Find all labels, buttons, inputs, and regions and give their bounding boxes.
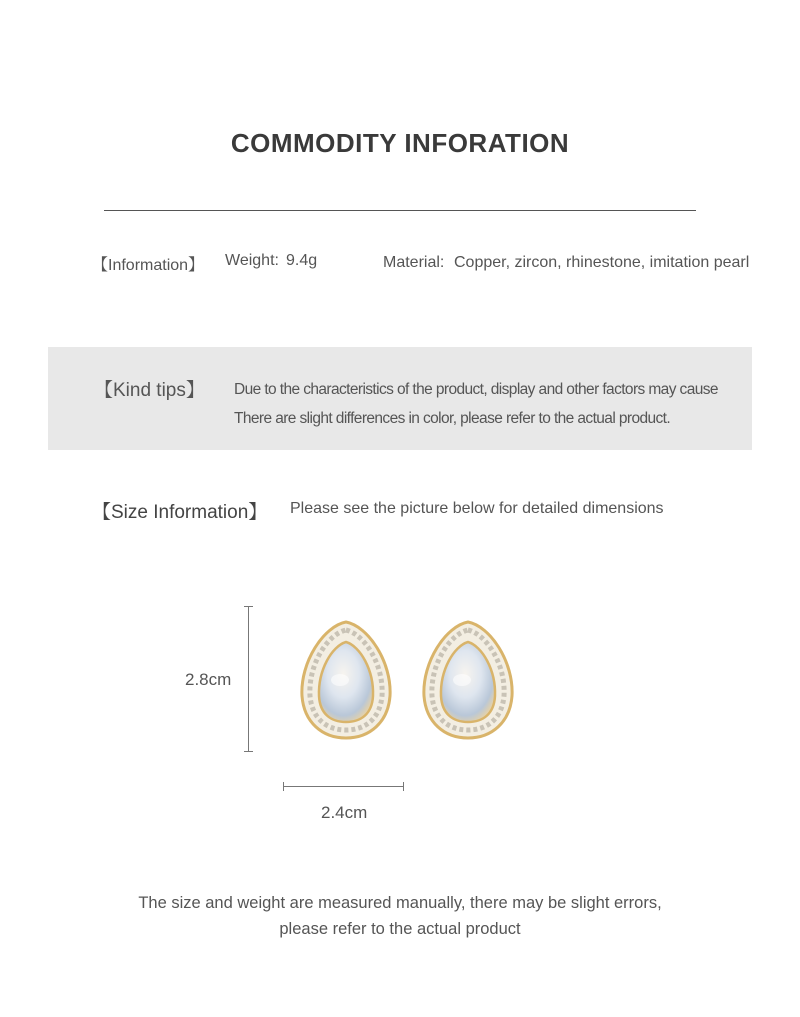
size-information-description: Please see the picture below for detailed dimensions <box>290 500 664 517</box>
earring-right-image <box>418 618 518 742</box>
footer-note-line: The size and weight are measured manually, there may be slight errors, <box>138 894 662 912</box>
material-label: Material: <box>383 254 445 271</box>
footer-note-line: please refer to the actual product <box>279 920 521 938</box>
height-dimension-cap-bottom <box>244 751 253 752</box>
height-dimension-line <box>248 606 249 752</box>
information-label: 【Information】 <box>92 257 205 274</box>
height-dimension-label: 2.8cm <box>185 670 232 689</box>
width-dimension-line <box>283 786 404 787</box>
weight-label: Weight: <box>225 252 279 269</box>
earring-left-image <box>296 618 396 742</box>
kind-tips-line: Due to the characteristics of the product, display and other factors may cause <box>234 381 718 398</box>
information-row <box>0 252 800 280</box>
kind-tips-box <box>48 347 752 450</box>
width-dimension-label: 2.4cm <box>321 803 368 822</box>
title-divider <box>104 210 696 211</box>
footer-note <box>0 890 800 942</box>
page-title: COMMODITY INFORATION <box>230 128 570 158</box>
kind-tips-line: There are slight differences in color, please refer to the actual product. <box>234 410 671 427</box>
weight-value: 9.4g <box>286 252 318 269</box>
height-dimension-cap-top <box>244 606 253 607</box>
width-dimension-cap-right <box>403 782 404 791</box>
material-value: Copper, zircon, rhinestone, imitation pearl <box>454 254 750 271</box>
size-information-label: 【Size Information】 <box>92 502 268 523</box>
kind-tips-text <box>234 375 718 433</box>
width-dimension-cap-left <box>283 782 284 791</box>
kind-tips-label: 【Kind tips】 <box>94 380 205 401</box>
